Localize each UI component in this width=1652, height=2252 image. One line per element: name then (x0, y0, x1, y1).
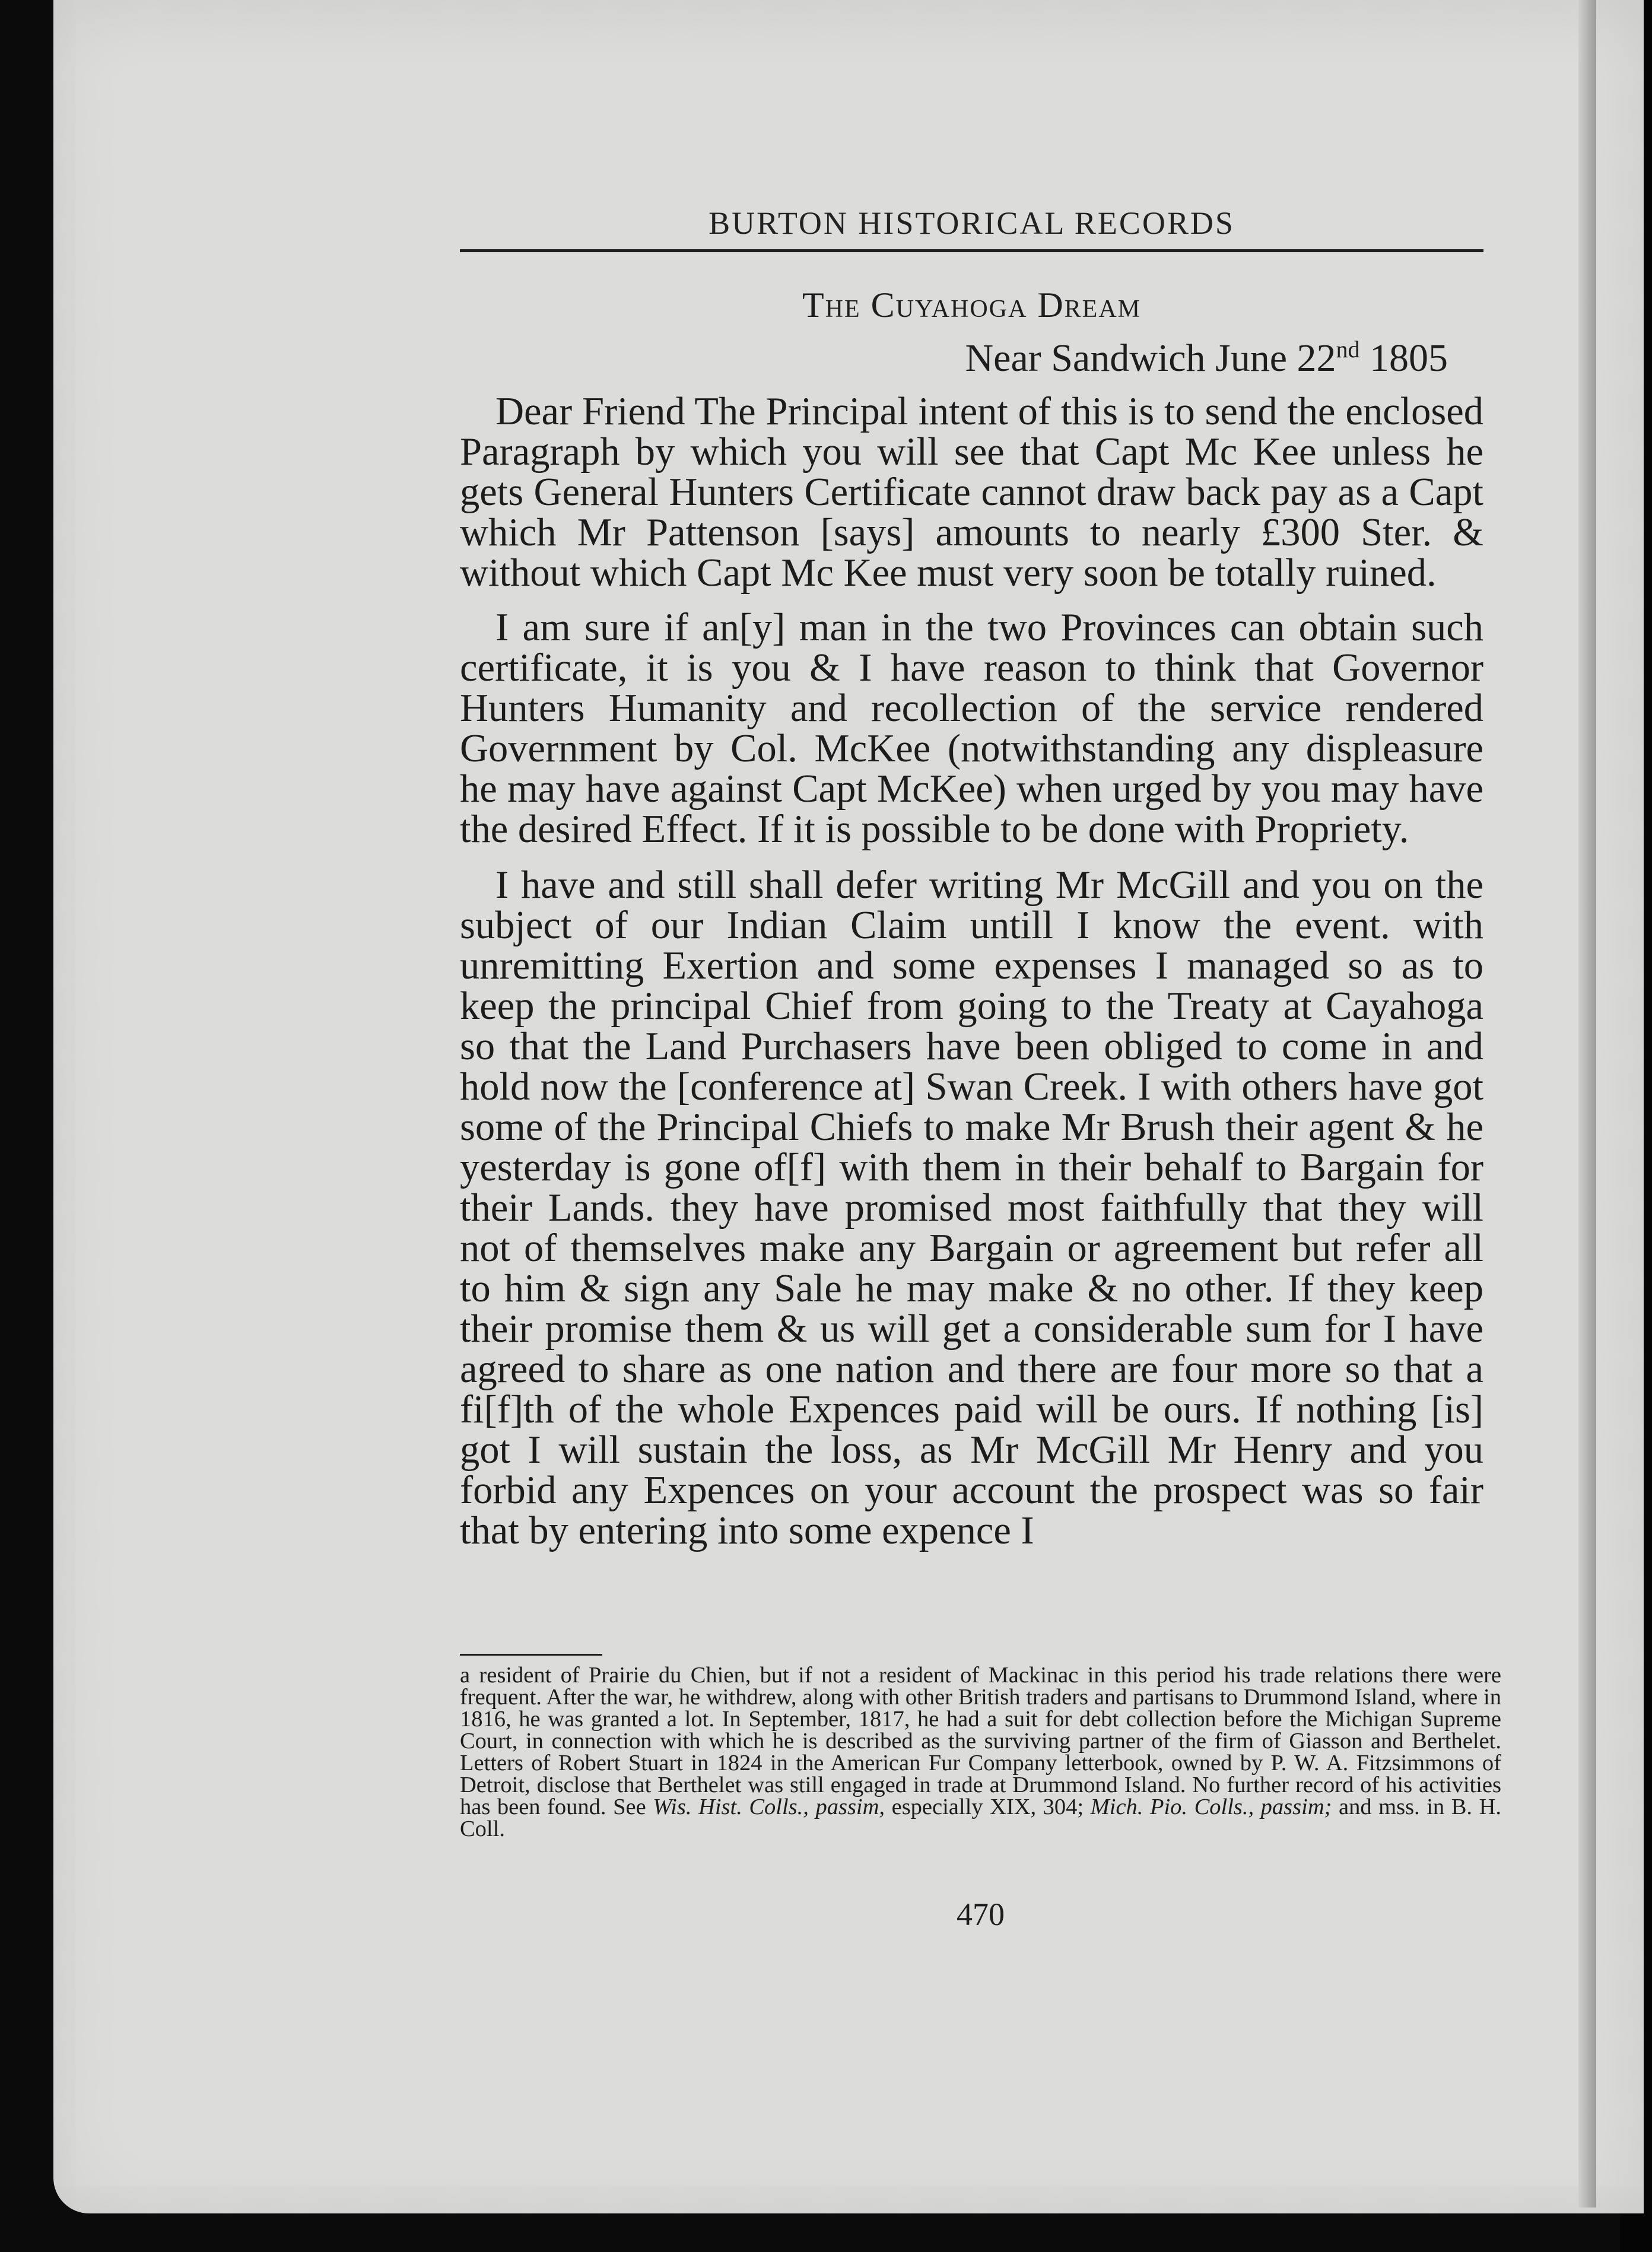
header-rule (460, 249, 1483, 252)
letter-title: The Cuyahoga Dream (802, 285, 1141, 325)
dateline-year: 1805 (1370, 336, 1448, 380)
footnote-ref-italic: Wis. Hist. Colls., passim, (653, 1794, 885, 1819)
dateline (460, 335, 1448, 381)
footnote-rule (460, 1654, 602, 1656)
page-number: 470 (957, 1897, 1005, 1932)
running-head: BURTON HISTORICAL RECORDS (709, 205, 1235, 241)
page-edge (1578, 0, 1596, 2207)
footnote (460, 1665, 1501, 1840)
dateline-place-date: Near Sandwich June 22 (965, 336, 1336, 380)
footnote-ref-plain: and mss. in B. H. Coll. (460, 1794, 1501, 1841)
footnote-ref-plain: especially XIX, 304; (891, 1794, 1084, 1819)
footnote-text: a resident of Prairie du Chien, but if not a resident of Mackinac in this period his trade relations there were frequent. After the war, he withdrew, along with other British traders and partisans to Drummond Island, where in 1816, he was granted a lot. In September, 1817, he had a suit for debt collection before the Michigan Supreme Court, in connection with which he is described as the surviving partner of the firm of Giasson and Berthelet. Letters of Robert Stuart in 1824 in the American Fur Company letterbook, owned by P. W. A. Fitzsimmons of Detroit, disclose that Berthelet was still engaged in trade at Drummond Island. No further record of his activities has been found. See (460, 1663, 1501, 1819)
paragraph: Dear Friend The Principal intent of this is to send the enclosed Paragraph by which you will see that Capt Mc Kee unless he gets General Hunters Certificate cannot draw back pay as a Capt which Mr Pattenson [says] amounts to nearly £300 Ster. & without which Capt Mc Kee must very soon be totally ruined. (460, 390, 1483, 595)
dateline-superscript: nd (1336, 336, 1360, 363)
paragraph: I have and still shall defer writing Mr McGill and you on the subject of our Indian Claim untill I know the event. with unremitting Exertion and some expenses I managed so as to keep the principal Chief from going to the Treaty at Cayahoga so that the Land Purchasers have been obliged to come in and hold now the [conference at] Swan Creek. I with others have got some of the Principal Chiefs to make Mr Brush their agent & he yesterday is gone of[f] with them in their behalf to Bargain for their Lands. they have promised most faithfully that they will not of themselves make any Bargain or agreement but refer all to him & sign any Sale he may make & no other. If they keep their promise them & us will get a considerable sum for I have agreed to share as one nation and there are four more so that a fi[f]th of the whole Expences paid will be ours. If nothing [is] got I will sustain the loss, as Mr McGill Mr Henry and you forbid any Expences on your account the prospect was so fair that by entering into some expence I (460, 863, 1483, 1552)
footnote-ref-italic: Mich. Pio. Colls., passim; (1090, 1794, 1332, 1819)
paragraph: I am sure if an[y] man in the two Provinces can obtain such certificate, it is you & I have reason to think that Governor Hunters Humanity and recollection of the service rendered Government by Col. McKee (notwithstanding any displeasure he may have against Capt McKee) when urged by you may have the desired Effect. If it is possible to be done with Propriety. (460, 606, 1483, 851)
letter-body (460, 392, 1483, 1567)
